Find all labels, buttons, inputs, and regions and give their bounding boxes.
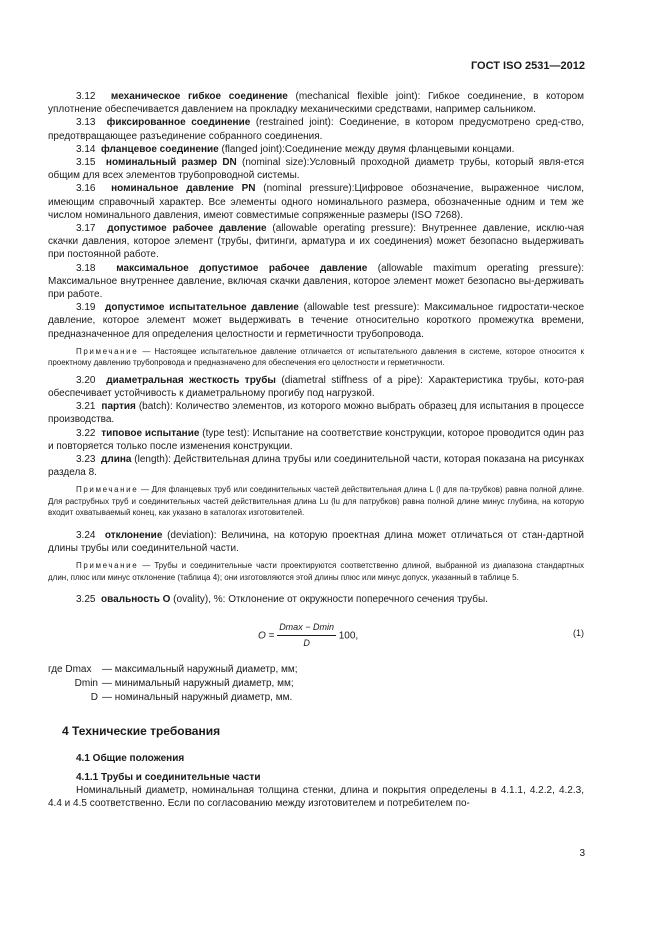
term-3-12: 3.12 механическое гибкое соединение (mechanical flexible joint): Гибкое соединение, в котором уплотнение обеспечивается давлением на прокладку механическими средствами, например сальником. xyxy=(48,91,585,116)
note-1: Примечание — Настоящее испытательное давление отличается от испытательного давления в системе, которое относится к проектному давлению трубопровода и предназначено для обеспечения его целостности и герметичности. xyxy=(48,346,584,368)
term-3-18: 3.18 максимальное допустимое рабочее давление (allowable maximum operating pressure): Максимальное внутреннее давление, включая скачки давления, которое элемент может безопасно вы-держивать при работе. xyxy=(48,262,584,301)
term-3-17: 3.17 допустимое рабочее давление (allowable operating pressure): Внутреннее давление, исклю-чая скачки давления, которое элемент (трубы, фитинги, арматура и их соединения) может безопасно выдерживать при постоянной работе. xyxy=(48,223,584,261)
term-3-23: 3.23 длина (length): Действительная длина трубы или соединительной части, которая показана на рисунках раздела 8. xyxy=(48,454,585,479)
document-code: ГОСТ ISO 2531—2012 xyxy=(470,60,585,72)
term-3-22: 3.22 типовое испытание (type test): Испытание на соответствие конструкции, которое проводится один раз и повторяется только после изменения конструкции. xyxy=(48,427,584,452)
note-3: Примечание — Трубы и соединительные части проектируются соответственно длиной, выбранной из диапазона стандартных длин, плюс или минус отклонение (таблица 4); они изготовляются этой длины плюс или минус допуск, указанный в таблице 5. xyxy=(48,561,584,582)
page-number: 3 xyxy=(579,848,585,859)
terms-list-2 xyxy=(48,374,584,480)
section-4-1-1-title: 4.1.1 Трубы и соединительные части xyxy=(76,772,261,783)
formula-tail: 100, xyxy=(338,629,359,641)
term-3-16: 3.16 номинальное давление PN (nominal pressure):Цифровое обозначение, выраженное числом, имеющим справочный характер. Все элементы одного номинального размера, обозначенные одним и тем же числом номинального давления, имеют совместимые сопряженные размеры (ISO 7268). xyxy=(48,183,584,221)
term-3-14: 3.14 фланцевое соединение (flanged joint):Соединение между двумя фланцевыми концами. xyxy=(76,143,515,155)
formula-fraction xyxy=(277,621,336,650)
formula-ovality xyxy=(48,617,584,657)
note-2: Примечание — Для фланцевых труб или соединительных частей действительная длина L (l для па-трубков) равна полной длине. Для раструбных труб и соединительных частей действительная длина Lu (lu для патрубков) равна полной длине минус глубина, на которую входит охватываемый конец, как указано в каталогах изготовителей. xyxy=(48,485,584,518)
where-row: D — номинальный наружный диаметр, мм. xyxy=(90,691,293,703)
where-block xyxy=(48,663,584,705)
term-3-15: 3.15 номинальный размер DN (nominal size):Условный проходной диаметр трубы, который явля-ется общим для всех элементов трубопроводной системы. xyxy=(48,157,584,182)
term-3-24: 3.24 отклонение (deviation): Величина, на которую проектная длина может отличаться от стан-дартной длины трубы или соединительной части. xyxy=(48,529,584,555)
formula-denominator: D xyxy=(303,637,310,648)
page-content xyxy=(48,90,584,811)
formula-lhs: O = xyxy=(258,629,275,641)
section-4-title: 4 Технические требования xyxy=(62,723,221,738)
term-3-25: 3.25 овальность O (ovality), %: Отклонение от окружности поперечного сечения трубы. xyxy=(76,594,488,606)
formula-numerator: Dmax − Dmin xyxy=(277,621,336,636)
term-3-13: 3.13 фиксированное соединение (restrained joint): Соединение, в котором предусмотрено сред-ство, предотвращающее разъединение собранного соединения. xyxy=(48,117,584,142)
where-row: где Dmax — максимальный наружный диаметр, мм; xyxy=(48,663,298,675)
formula-number: (1) xyxy=(573,627,584,638)
where-row: Dmin — минимальный наружный диаметр, мм; xyxy=(74,677,294,689)
terms-list-1 xyxy=(48,90,584,341)
paragraph-4-1-1: Номинальный диаметр, номинальная толщина стенки, длина и покрытия определены в 4.1.1, 4.2.2, 4.2.3, 4.4 и 4.5 соответственно. Если по согласованию между изготовителем и потребителем по- xyxy=(48,785,584,810)
term-3-21: 3.21 партия (batch): Количество элементов, из которого можно выбрать образец для испытания в процессе производства. xyxy=(48,401,585,426)
term-3-20: 3.20 диаметральная жесткость трубы (diametral stiffness of a pipe): Характеристика трубы, кото-рая обеспечивает устойчивость к диаметральному прогибу под нагрузкой. xyxy=(48,374,585,400)
term-3-19: 3.19 допустимое испытательное давление (allowable test pressure): Максимальное гидростати-ческое давление, которое элемент может выдерживать в течение относительно короткого промежутка времени, предназначенное для определения целостности и герметичности трубопровода. xyxy=(48,302,585,340)
section-4-1-title: 4.1 Общие положения xyxy=(76,752,185,764)
